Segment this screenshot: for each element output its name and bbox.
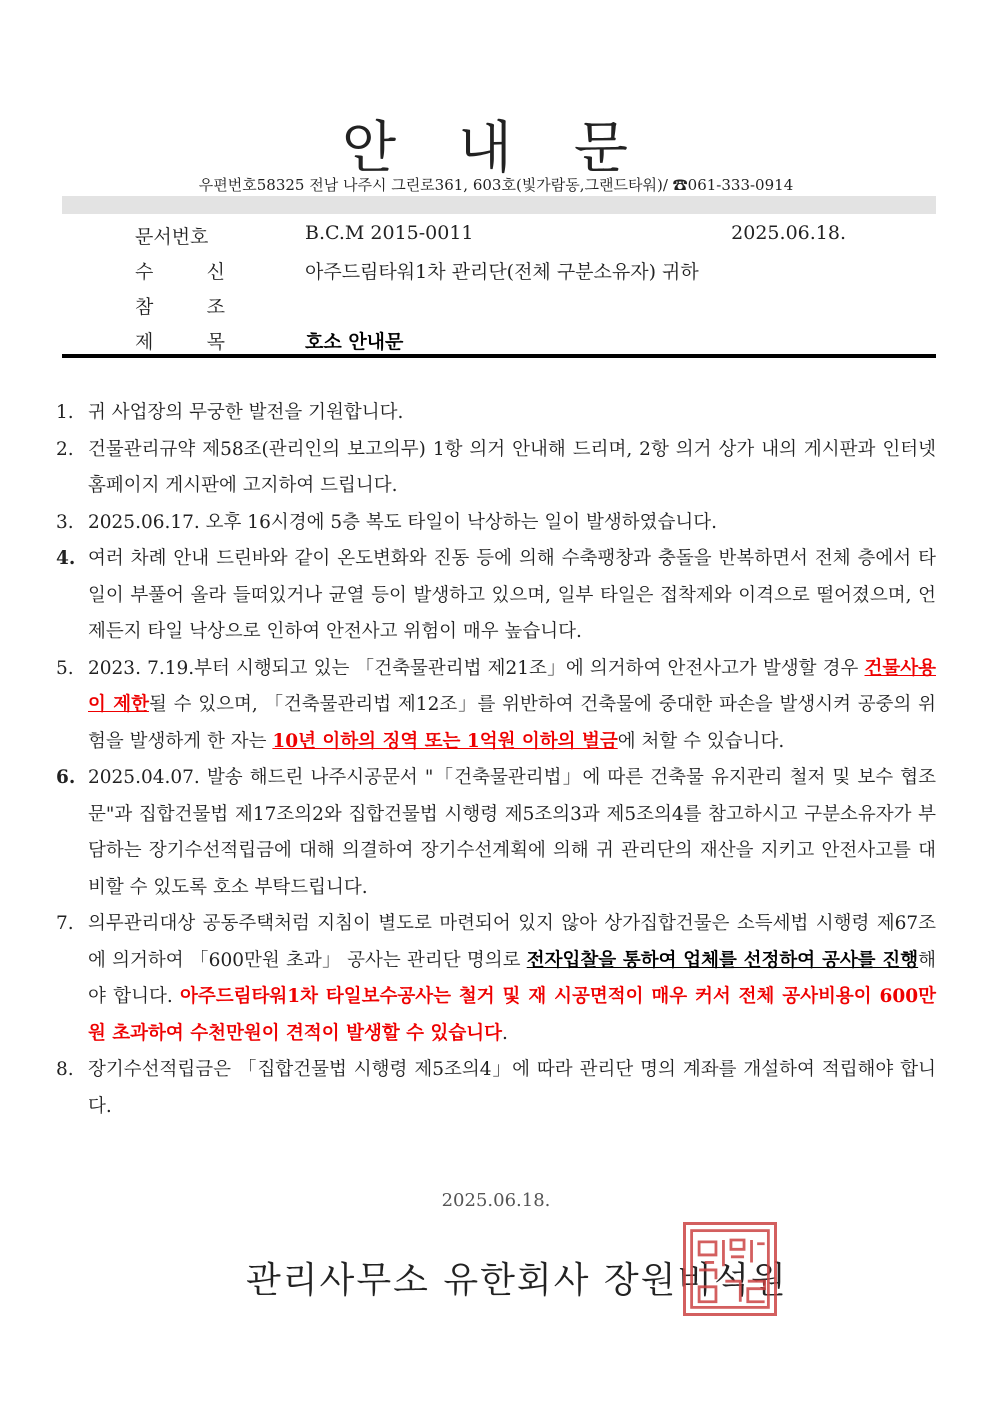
item-number: 5.	[56, 657, 74, 679]
item-text: 전자입찰을 통하여 업체를 선정하여 공사를 진행	[526, 949, 919, 971]
item-number: 2.	[56, 438, 74, 460]
item-text: 에 처할 수 있습니다.	[617, 730, 785, 752]
item-number: 8.	[56, 1059, 74, 1080]
item-text: 2025.06.17. 오후 16시경에 5층 복도 타일이 낙상하는 일이 발생하였습니다.	[88, 511, 717, 533]
list-item	[56, 432, 936, 505]
item-text: 2025.04.07. 발송 해드린	[88, 767, 311, 788]
list-item	[56, 505, 936, 542]
item-number: 6.	[56, 767, 76, 788]
list-item	[56, 1052, 936, 1125]
item-text: 귀 관리단의 재산을 지키고 안전사고를 대비할 수 있도록 호소 부탁드립니다.	[88, 840, 936, 898]
item-text: 장기수선적립금은 「집합건물법 시행령 제5조의4」에 따라 관리단 명의 계좌를 개설하여 적립해야 합니다.	[88, 1059, 936, 1117]
item-text: 10년 이하의 징역 또는 1억원 이하의 벌금	[272, 730, 618, 752]
item-text: 언제든지 타일 낙상으로 인하여 안전사고 위험이 매우 높습니다.	[88, 584, 936, 642]
doc-date: 2025.06.18.	[731, 222, 846, 244]
list-item	[56, 651, 936, 761]
company-seal-icon	[683, 1222, 777, 1316]
recipient-label: 수 신	[135, 261, 225, 283]
list-item	[56, 395, 936, 432]
list-item	[56, 906, 936, 1052]
item-text: 될 수 있으며,	[148, 694, 265, 715]
item-text: 건물사용이 제한	[88, 657, 936, 715]
item-text: 공사는 관리단 명의로	[340, 949, 527, 971]
doc-number-value: B.C.M 2015-0011	[305, 222, 474, 244]
item-text: 「600만원 초과」	[189, 949, 341, 971]
item-number: 4.	[56, 548, 76, 569]
item-text: 상가 내의 게시판과 인터넷 홈페이지 게시판	[88, 438, 936, 496]
sender-address: 우편번호58325 전남 나주시 그린로361, 603호(빛가람동,그랜드타워)/ ☎061-333-0914	[198, 176, 794, 194]
item-text: 귀 사업장의 무궁한 발전을 기원합니다.	[88, 402, 404, 423]
item-text: 해야 합니다.	[88, 949, 936, 1007]
item-text: 건물관리규약 제58조(관리인의 보고의무) 1항 의거 안내해 드리며, 2항 의거	[88, 438, 719, 460]
item-text: 의무관리대상 공동주택처럼 지침이 별도로 마련되어 있지 않아 상가집합건물은 소득세법 시행령 제67조에 의거하여	[88, 913, 936, 971]
list-item	[56, 760, 936, 906]
recipient-value: 아주드림타워1차 관리단(전체 구분소유자) 귀하	[305, 261, 699, 283]
item-number: 1.	[56, 402, 74, 423]
item-text: 「건축물관리법 제21조」	[355, 657, 566, 679]
item-text: 에 의거하여 안전사고가 발생할 경우	[565, 657, 865, 679]
subject-label: 제 목	[135, 331, 225, 353]
item-text: 2023. 7.19.부터 시행되고 있는	[88, 657, 356, 679]
doc-number-label: 문서번호	[135, 226, 209, 248]
signature: 관리사무소 유한회사 장원비석원	[246, 1260, 788, 1301]
item-text: 여러 차례 안내 드린바와 같이 온도변화와 진동 등에 의해 수축팽창과 충돌을 반복하면서 전체 층에서 타일이 부풀어 올라 들떠있거나 균열 등이 발생하고 있으며, 일부 타일은 접착제와 이격으로 떨어졌으며,	[88, 548, 936, 606]
item-text: 를 참고하시고 구분소유자가 부담하는 장기수선적립금에 대해 의결하여 장기수선계획에 의해	[88, 803, 936, 861]
item-text: 나주시공문서 "「건축물관리법」에 따른 건축물 유지관리 철저 및 보수 협조문"과 집합건물법 제17조의2와 집합건물법 시행령 제5조의3과 제5조의4	[88, 767, 936, 825]
subject-value: 호소 안내문	[305, 331, 404, 353]
reference-label: 참 조	[135, 296, 225, 318]
item-number: 7.	[56, 913, 74, 934]
item-text: .	[501, 1022, 508, 1044]
item-text: 아주드림타워1차 타일보수공사는 철거 및 재 시공면적이 매우 커서 전체 공사비용이 600만원 초과하여 수천만원이 견적이 발생할 수 있습니다	[88, 986, 936, 1044]
footer-date: 2025.06.18.	[441, 1190, 551, 1211]
notice-body	[56, 395, 936, 1125]
item-text: 에 고지하여 드립니다.	[218, 475, 398, 496]
item-text: 「건축물관리법 제12조」	[264, 694, 478, 715]
document-title: 안 내 문	[342, 116, 650, 181]
list-item	[56, 541, 936, 651]
item-number: 3.	[56, 511, 74, 533]
header-divider-bar	[62, 196, 936, 214]
header-rule	[62, 354, 936, 358]
item-text: 를 위반하여 건축물에 중대한 파손을 발생시켜 공중의 위험을 발생하게 한 자는	[88, 694, 936, 752]
